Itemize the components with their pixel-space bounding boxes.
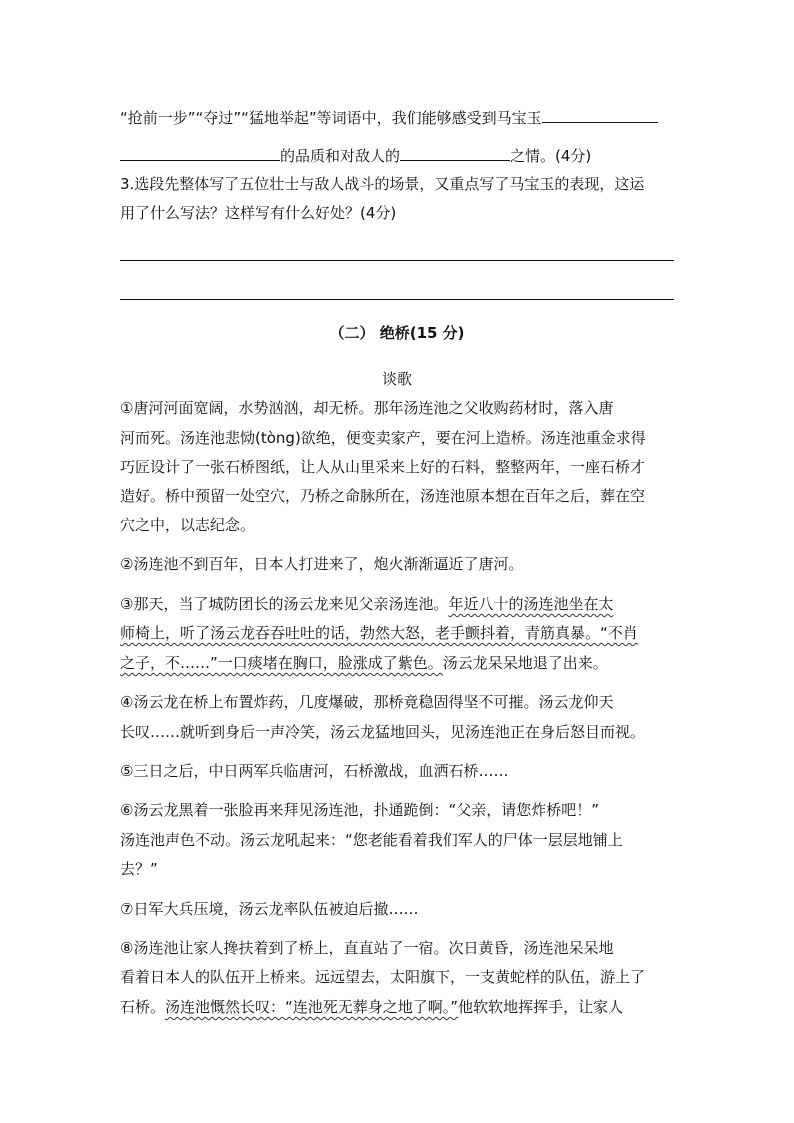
para1-line: 穴之中，以志纪念。 (120, 516, 256, 534)
answer-line[interactable] (120, 260, 674, 261)
para4-line: ④汤云龙在桥上布置炸药，几度爆破，那桥竟稳固得坚不可摧。汤云龙仰天 (120, 693, 614, 711)
para5: ⑤三日之后，中日两军兵临唐河，石桥激战，血洒石桥…… (120, 762, 509, 780)
q2-text-a: “抢前一步”“夺过”“猛地举起”等词语中，我们能够感受到马宝玉 (120, 109, 542, 127)
section-title: （二） 绝桥(15 分) (329, 324, 465, 342)
para3-line1 (120, 593, 674, 615)
para8-text: 石桥。 (120, 998, 166, 1016)
para1-line: 巧匠设计了一张石桥图纸，让人从山里采来上好的石料，整整两年，一座石桥才 (120, 458, 646, 476)
para1-line: ①唐河河面宽阔，水势汹汹，却无桥。那年汤连池之父收购药材时，落入唐 (120, 399, 614, 417)
para3-line2 (120, 622, 674, 644)
para3-text: ③那天，当了城防团长的汤云龙来见父亲汤连池。 (120, 595, 449, 613)
para1-line: 河而死。汤连池悲恸(tòng)欲绝，便变卖家产，要在河上造桥。汤连池重金求得 (120, 429, 646, 447)
underlined-sentence: 年近八十的汤连池坐在太 (448, 595, 614, 613)
underlined-sentence: 师椅上，听了汤云龙吞吞吐吐的话，勃然大怒，老手颤抖着，青筋真暴。“不肖 (120, 624, 638, 642)
answer-blank[interactable] (542, 105, 658, 123)
para1-line: 造好。桥中预留一处空穴，乃桥之命脉所在，汤连池原本想在百年之后，葬在空 (120, 487, 646, 505)
q3-line2: 用了什么写法？这样写有什么好处？(4分) (120, 204, 397, 222)
para8-line1: ⑧汤连池让家人搀扶着到了桥上，直直站了一宿。次日黄昏，汤连池呆呆地 (120, 939, 614, 957)
para8-line3 (120, 996, 674, 1018)
q2-text-b: 的品质和对敌人的 (280, 147, 401, 165)
q3-line1: 3.选段先整体写了五位壮士与敌人战斗的场景，又重点写了马宝玉的表现，这运 (120, 175, 645, 193)
answer-blank[interactable] (120, 143, 280, 161)
answer-blank[interactable] (400, 143, 510, 161)
underlined-sentence: 汤连池慨然长叹：“连池死无葬身之地了啊。” (165, 998, 459, 1016)
para4-line: 长叹……就听到身后一声冷笑，汤云龙猛地回头，见汤连池正在身后怒目而视。 (120, 723, 646, 741)
para8-line2: 看着日本人的队伍开上桥来。远远望去，太阳旗下，一支黄蛇样的队伍，游上了 (120, 968, 646, 986)
para6-line: 汤连池声色不动。汤云龙吼起来：“您老能看着我们军人的尸体一层层地铺上 (120, 831, 623, 849)
q2-line2 (120, 143, 674, 167)
underlined-sentence: 之子，不……”一口痰堵在胸口，脸涨成了紫色。 (120, 654, 443, 672)
para3-text: 汤云龙呆呆地退了出来。 (442, 654, 608, 672)
para8-text: 他软软地挥挥手，让家人 (458, 998, 624, 1016)
author: 谈歌 (381, 370, 412, 388)
para6-line: 去？” (120, 860, 158, 878)
answer-line[interactable] (120, 299, 674, 300)
para2: ②汤连池不到百年，日本人打进来了，炮火渐渐逼近了唐河。 (120, 555, 524, 573)
para6-line: ⑥汤云龙黑着一张脸再来拜见汤连池，扑通跪倒：“父亲，请您炸桥吧！” (120, 801, 599, 819)
q2-text-c: 之情。(4分) (510, 147, 592, 165)
para3-line3 (120, 652, 674, 674)
q2-line1 (120, 105, 674, 129)
para7: ⑦日军大兵压境，汤云龙率队伍被迫后撤…… (120, 900, 419, 918)
